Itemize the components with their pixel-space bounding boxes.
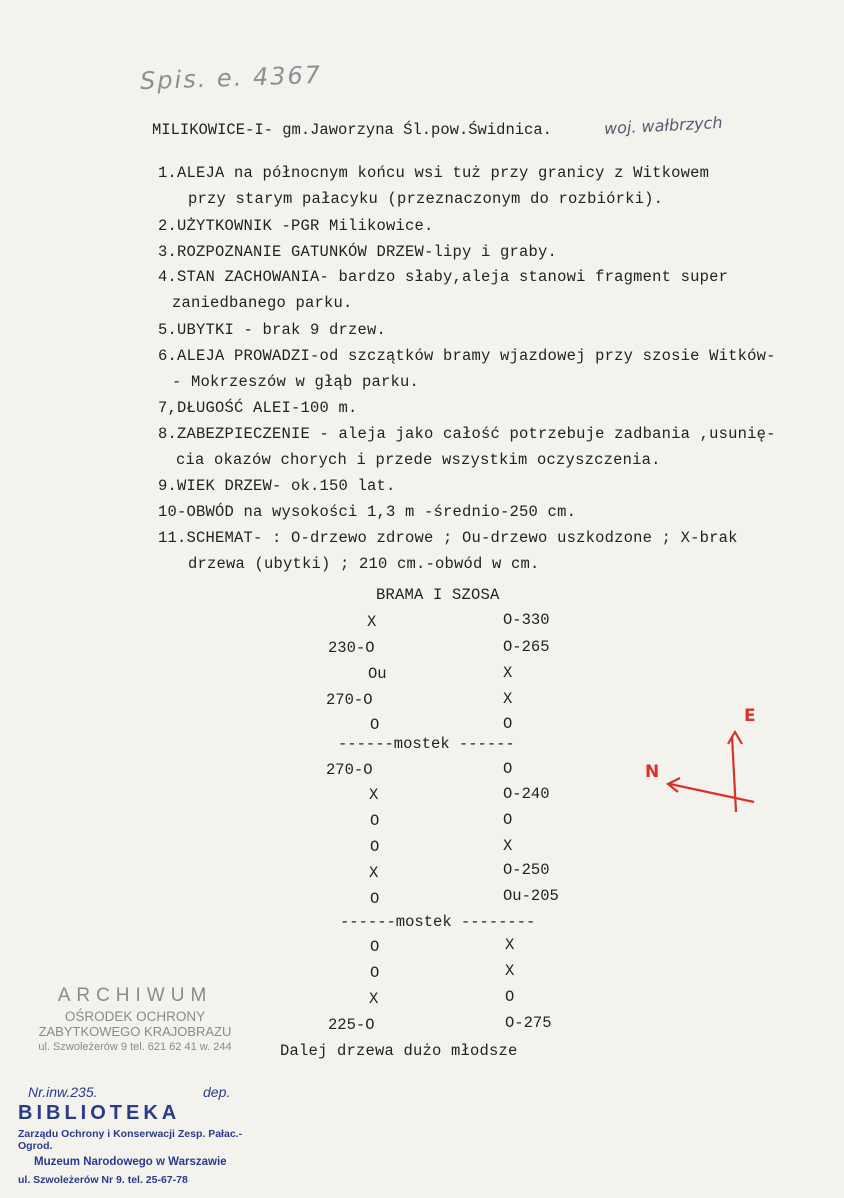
tree-left: O <box>370 938 380 956</box>
item-line: 9.WIEK DRZEW- ok.150 lat. <box>158 477 396 495</box>
item-line: 11.SCHEMAT- : O-drzewo zdrowe ; Ou-drzewo uszkodzone ; X-brak <box>158 529 738 547</box>
item-line: cia okazów chorych i przede wszystkim oczyszczenia. <box>176 451 661 469</box>
tree-left: 225-O <box>328 1016 375 1034</box>
item-line: drzewa (ubytki) ; 210 cm.-obwód w cm. <box>188 555 540 573</box>
tree-left: 230-O <box>328 639 375 657</box>
tree-left: 270-O <box>326 691 373 709</box>
tree-right: O-275 <box>505 1014 552 1032</box>
schema-heading: BRAMA I SZOSA <box>376 586 500 604</box>
archive-stamp-line: ZABYTKOWEGO KRAJOBRAZU <box>38 1024 232 1039</box>
item-line: 5.UBYTKI - brak 9 drzew. <box>158 321 387 339</box>
archive-stamp-line: OŚRODEK OCHRONY <box>64 1009 206 1024</box>
item-line: zaniedbanego parku. <box>172 294 353 312</box>
item-line: 2.UŻYTKOWNIK -PGR Milikowice. <box>158 217 434 235</box>
tree-right: Ou-205 <box>503 887 559 905</box>
tree-right: O <box>503 715 513 733</box>
tree-right: O <box>503 811 513 829</box>
library-stamp-line: Muzeum Narodowego w Warszawie <box>34 1156 227 1168</box>
tree-right: X <box>503 837 513 855</box>
archive-stamp-address: ul. Szwoleżerów 9 tel. 621 62 41 w. 244 <box>38 1041 232 1053</box>
mostek-divider: ------mostek -------- <box>340 913 536 931</box>
tree-right: O <box>505 988 515 1006</box>
archive-stamp-title: ARCHIWUM <box>57 985 213 1006</box>
library-stamp <box>18 1084 258 1186</box>
tree-left: O <box>370 812 380 830</box>
item-line: 4.STAN ZACHOWANIA- bardzo słaby,aleja stanowi fragment super <box>158 268 729 286</box>
compass-north-label: N <box>645 762 660 782</box>
library-stamp-title: BIBLIOTEKA <box>18 1102 181 1124</box>
tree-left: X <box>369 864 379 882</box>
tree-left: Ou <box>368 665 387 683</box>
item-line: 8.ZABEZPIECZENIE - aleja jako całość potrzebuje zadbania ,usunię- <box>158 425 776 443</box>
tree-right: O-250 <box>503 861 550 879</box>
mostek-divider: ------mostek ------ <box>338 735 515 753</box>
tree-left: O <box>370 838 380 856</box>
tree-left: O <box>370 964 380 982</box>
item-line: 6.ALEJA PROWADZI-od szczątków bramy wjazdowej przy szosie Witków- <box>158 347 776 365</box>
tree-left: X <box>367 613 377 631</box>
item-line: - Mokrzeszów w głąb parku. <box>172 373 420 391</box>
item-line: 3.ROZPOZNANIE GATUNKÓW DRZEW-lipy i graby. <box>158 243 558 261</box>
tree-left: O <box>370 890 380 908</box>
tree-right: O-240 <box>503 785 550 803</box>
inventory-note: Nr.inw.235. <box>28 1084 98 1100</box>
item-line: 10-OBWÓD na wysokości 1,3 m -średnio-250 cm. <box>158 503 577 521</box>
tree-left: X <box>369 786 379 804</box>
tree-right: O-330 <box>503 611 550 629</box>
compass-east-label: E <box>744 706 756 726</box>
item-line: 1.ALEJA na północnym końcu wsi tuż przy granicy z Witkowem <box>158 164 710 182</box>
library-stamp-address: ul. Szwoleżerów Nr 9. tel. 25-67-78 <box>18 1174 188 1186</box>
dep-note: dep. <box>203 1084 231 1100</box>
tree-right: X <box>503 664 513 682</box>
document-title: MILIKOWICE-I- gm.Jaworzyna Śl.pow.Świdnica. <box>152 121 552 139</box>
tree-right: O-265 <box>503 638 550 656</box>
item-line: przy starym pałacyku (przeznaczonym do rozbiórki). <box>188 190 664 208</box>
tree-left: O <box>370 716 380 734</box>
archive-stamp <box>30 985 240 1053</box>
tree-right: X <box>505 936 515 954</box>
schema-footer: Dalej drzewa dużo młodsze <box>280 1042 518 1060</box>
voivodeship-note: woj. wałbrzych <box>603 112 723 139</box>
tree-right: X <box>503 690 513 708</box>
item-line: 7,DŁUGOŚĆ ALEI-100 m. <box>158 399 358 417</box>
tree-right: O <box>503 760 513 778</box>
reference-note: Spis. e. 4367 <box>139 60 323 96</box>
tree-left: 270-O <box>326 761 373 779</box>
tree-right: X <box>505 962 515 980</box>
library-stamp-line: Zarządu Ochrony i Konserwacji Zesp. Pałac.-Ogrod. <box>18 1128 243 1152</box>
tree-left: X <box>369 990 379 1008</box>
